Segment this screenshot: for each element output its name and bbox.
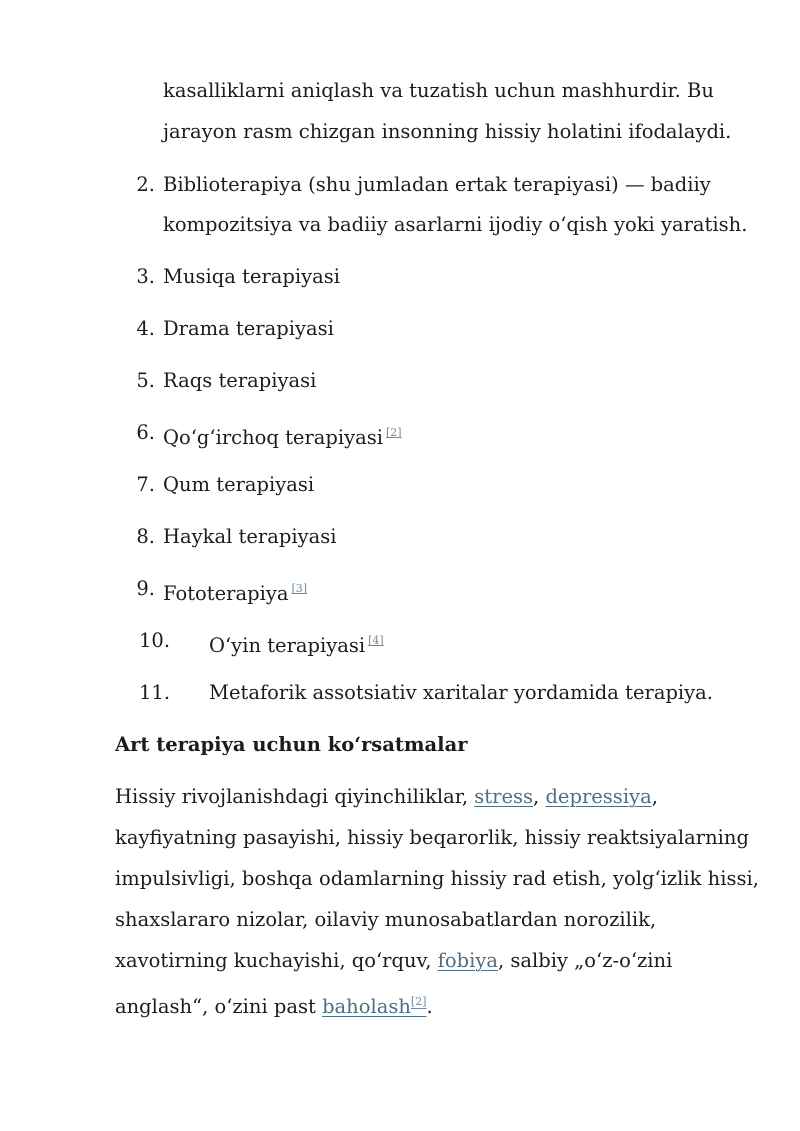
list-item-label: Fototerapiya — [163, 582, 289, 605]
paragraph-text: , — [533, 785, 546, 808]
stress-link[interactable]: stress — [474, 785, 534, 808]
depressiya-link[interactable]: depressiya — [545, 785, 652, 808]
list-item-text — [163, 576, 307, 607]
list-item-text: Haykal terapiyasi — [163, 525, 337, 548]
list-item-text: Drama terapiyasi — [163, 317, 334, 340]
list-item-text: Metaforik assotsiativ xaritalar yordamida terapiya. — [209, 681, 714, 704]
list-number: 4. — [136, 317, 155, 340]
paragraph-text: , salbiy „oʻz-oʻzini — [497, 949, 673, 972]
reference-link[interactable]: [4] — [368, 634, 384, 647]
section-heading: Art terapiya uchun koʻrsatmalar — [115, 733, 468, 756]
list-item-text — [163, 420, 402, 451]
paragraph-line — [115, 784, 658, 810]
reference-link[interactable]: [3] — [291, 582, 308, 595]
baholash-link[interactable] — [322, 995, 426, 1018]
list-number: 6. — [136, 421, 155, 444]
list-number: 8. — [136, 525, 155, 548]
paragraph-text: . — [426, 995, 433, 1018]
list-item-text: kompozitsiya va badiiy asarlarni ijodiy oʻqish yoki yaratish. — [163, 213, 748, 236]
intro-line-2: jarayon rasm chizgan insonning hissiy holatini ifodalaydi. — [163, 120, 732, 143]
paragraph-text: Hissiy rivojlanishdagi qiyinchiliklar, — [115, 785, 475, 808]
list-item-text — [209, 628, 384, 659]
paragraph-text: , — [651, 785, 658, 808]
list-number: 7. — [136, 473, 155, 496]
paragraph-line: impulsivligi, boshqa odamlarning hissiy rad etish, yolgʻizlik hissi, — [115, 867, 759, 890]
list-number: 2. — [136, 173, 155, 196]
list-number: 9. — [136, 577, 155, 600]
paragraph-text: xavotirning kuchayishi, qoʻrquv, — [115, 949, 438, 972]
reference-link[interactable]: [2] — [386, 426, 402, 439]
paragraph-line: shaxslararo nizolar, oilaviy munosabatlardan norozilik, — [115, 908, 657, 931]
paragraph-text: anglash“, oʻzini past — [115, 995, 323, 1018]
intro-line-1: kasalliklarni aniqlash va tuzatish uchun mashhurdir. Bu — [163, 79, 714, 102]
fobiya-link[interactable]: fobiya — [437, 949, 498, 972]
paragraph-line — [115, 989, 433, 1020]
list-item-label: Oʻyin terapiyasi — [209, 634, 366, 657]
list-item-text: Raqs terapiyasi — [163, 369, 317, 392]
list-number: 3. — [136, 265, 155, 288]
paragraph-line — [115, 948, 672, 974]
paragraph-line: kayfiyatning pasayishi, hissiy beqarorlik, hissiy reaktsiyalarning — [115, 826, 749, 849]
list-number: 10. — [139, 629, 171, 652]
baholash-link-text[interactable]: baholash — [322, 995, 411, 1018]
list-item-label: Qoʻgʻirchoq terapiyasi — [163, 426, 383, 449]
list-item-text: Biblioterapiya (shu jumladan ertak terapiyasi) — badiiy — [163, 173, 711, 196]
list-number: 5. — [136, 369, 155, 392]
list-number: 11. — [139, 681, 171, 704]
list-item-text: Musiqa terapiyasi — [163, 265, 341, 288]
list-item-text: Qum terapiyasi — [163, 473, 315, 496]
reference-link[interactable]: [2] — [410, 995, 427, 1008]
